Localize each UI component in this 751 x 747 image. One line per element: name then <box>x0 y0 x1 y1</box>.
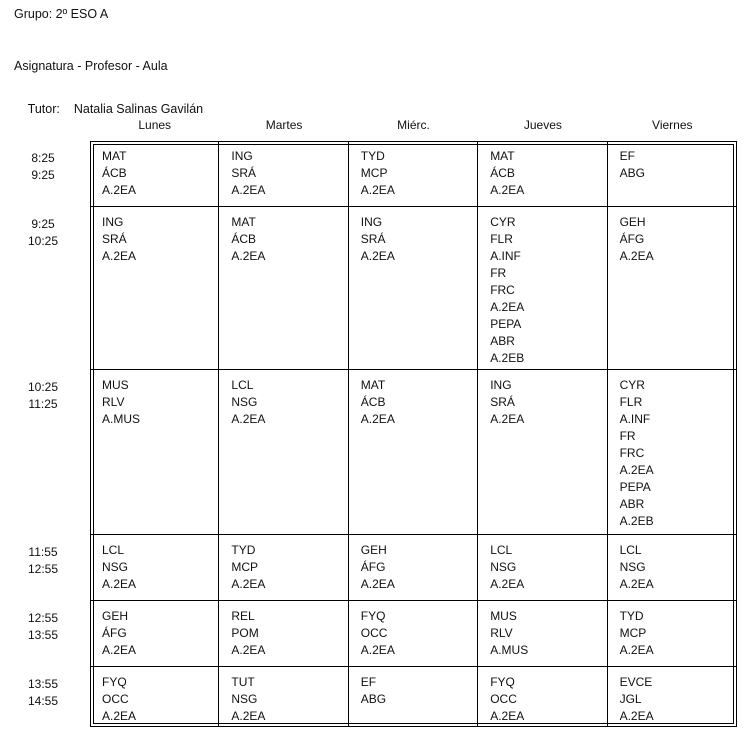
tutor-name: Natalia Salinas Gavilán <box>73 102 204 116</box>
cell-line: FYQ <box>102 675 127 689</box>
cell-line: LCL <box>619 543 642 557</box>
timetable-cell <box>478 370 607 535</box>
cell-line: A.2EA <box>231 709 266 723</box>
cell-line: MUS <box>102 378 129 392</box>
time-end: 11:25 <box>28 397 58 411</box>
cell-line: A.INF <box>490 249 521 263</box>
cell-line: ÁCB <box>490 166 515 180</box>
cell-line: NSG <box>231 692 258 706</box>
timetable-cell <box>349 207 478 370</box>
cell-line: MAT <box>490 149 515 163</box>
cell-line: MAT <box>102 149 127 163</box>
cell-line: MCP <box>619 626 647 640</box>
cell-line: CYR <box>619 378 645 392</box>
timetable-cell <box>90 141 219 207</box>
cell-line: A.2EA <box>490 577 525 591</box>
time-start: 9:25 <box>31 217 55 231</box>
cell-line: A.2EA <box>619 643 654 657</box>
cell-line: ABG <box>619 166 645 180</box>
timetable-cell <box>219 535 348 601</box>
timetable-cell <box>349 667 478 727</box>
time-start: 10:25 <box>27 380 59 394</box>
time-slot-label <box>14 667 70 727</box>
cell-format-legend: Asignatura - Profesor - Aula <box>14 59 168 73</box>
cell-line: NSG <box>102 560 129 574</box>
cell-line: TYD <box>360 149 385 163</box>
cell-line: ÁCB <box>231 232 257 246</box>
cell-line: GEH <box>102 609 129 623</box>
time-end: 10:25 <box>27 234 59 248</box>
timetable-cell <box>349 141 478 207</box>
cell-line: ING <box>360 215 383 229</box>
cell-line: A.2EA <box>360 183 395 197</box>
time-slot-label <box>14 141 70 207</box>
timetable-cell <box>608 370 737 535</box>
cell-line: GEH <box>619 215 646 229</box>
cell-line: MAT <box>360 378 386 392</box>
cell-line: ING <box>102 215 124 229</box>
cell-line: FRC <box>490 283 515 297</box>
timetable-cell <box>219 370 348 535</box>
cell-line: TYD <box>619 609 644 623</box>
cell-line: A.2EA <box>231 643 266 657</box>
cell-line: ÁCB <box>102 166 127 180</box>
grid-corner <box>14 115 90 141</box>
timetable-cell <box>478 667 607 727</box>
cell-line: A.2EA <box>360 249 395 263</box>
cell-line: A.2EA <box>490 412 525 426</box>
cell-line: MUS <box>490 609 517 623</box>
cell-line: RLV <box>490 626 513 640</box>
time-start: 13:55 <box>27 677 59 691</box>
timetable-cell <box>219 141 348 207</box>
cell-line: EVCE <box>619 675 653 689</box>
cell-line: A.2EA <box>102 709 137 723</box>
timetable-cell <box>349 370 478 535</box>
timetable-cell <box>90 207 219 370</box>
cell-line: LCL <box>231 378 254 392</box>
cell-line: ING <box>231 149 253 163</box>
cell-line: FLR <box>490 232 513 246</box>
timetable-cell <box>478 141 607 207</box>
cell-line: CYR <box>490 215 516 229</box>
cell-line: GEH <box>360 543 387 557</box>
day-header: Martes <box>265 118 303 132</box>
cell-line: A.2EA <box>619 463 654 477</box>
cell-line: A.MUS <box>490 643 529 657</box>
cell-line: SRÁ <box>490 395 515 409</box>
cell-line: ÁFG <box>360 560 386 574</box>
cell-line: NSG <box>619 560 646 574</box>
cell-line: LCL <box>490 543 513 557</box>
cell-line: ABG <box>360 692 387 706</box>
day-header: Viernes <box>652 118 693 132</box>
cell-line: MAT <box>231 215 256 229</box>
cell-line: A.2EA <box>102 643 137 657</box>
time-end: 12:55 <box>27 562 59 576</box>
timetable-cell <box>90 601 219 667</box>
time-slot-label <box>14 370 70 535</box>
timetable-cell <box>478 207 607 370</box>
cell-line: PEPA <box>619 480 651 494</box>
time-start: 8:25 <box>31 151 55 165</box>
cell-line: FLR <box>619 395 643 409</box>
cell-line: A.2EA <box>619 249 654 263</box>
timetable-cell <box>90 370 219 535</box>
time-end: 13:55 <box>27 628 59 642</box>
time-end: 14:55 <box>27 694 59 708</box>
cell-line: EF <box>619 149 635 163</box>
day-header: Miérc. <box>397 118 430 132</box>
cell-line: FR <box>490 266 507 280</box>
cell-line: ABR <box>490 334 515 348</box>
cell-line: A.2EA <box>102 249 137 263</box>
timetable-cell <box>608 141 737 207</box>
cell-line: FRC <box>619 446 645 460</box>
cell-line: A.2EA <box>231 577 266 591</box>
cell-line: NSG <box>231 395 258 409</box>
cell-line: TYD <box>231 543 256 557</box>
cell-line: A.MUS <box>102 412 141 426</box>
cell-line: A.2EA <box>102 183 137 197</box>
cell-line: OCC <box>490 692 517 706</box>
time-slot-label <box>14 601 70 667</box>
time-start: 12:55 <box>27 611 59 625</box>
time-slot-label <box>14 535 70 601</box>
day-header: Lunes <box>138 118 172 132</box>
cell-line: EF <box>360 675 377 689</box>
cell-line: FYQ <box>490 675 515 689</box>
time-start: 11:55 <box>28 545 58 559</box>
cell-line: A.2EA <box>231 183 266 197</box>
cell-line: A.2EA <box>490 709 525 723</box>
cell-line: A.2EA <box>360 643 395 657</box>
cell-line: ING <box>490 378 512 392</box>
cell-line: REL <box>231 609 255 623</box>
cell-line: POM <box>231 626 259 640</box>
timetable-cell <box>219 667 348 727</box>
day-header: Jueves <box>523 118 562 132</box>
cell-line: FYQ <box>360 609 386 623</box>
cell-line: OCC <box>360 626 388 640</box>
timetable-cell <box>90 535 219 601</box>
cell-line: ÁFG <box>102 626 127 640</box>
timetable-sheet <box>14 115 737 727</box>
cell-line: A.2EA <box>231 249 266 263</box>
cell-line: OCC <box>102 692 129 706</box>
cell-line: NSG <box>490 560 517 574</box>
cell-line: A.2EA <box>360 412 395 426</box>
cell-line: A.2EA <box>619 709 654 723</box>
group-title: Grupo: 2º ESO A <box>14 7 109 21</box>
cell-line: PEPA <box>490 317 522 331</box>
cell-line: MCP <box>231 560 259 574</box>
time-slot-label <box>14 207 70 370</box>
cell-line: A.2EA <box>102 577 137 591</box>
cell-line: ÁFG <box>619 232 645 246</box>
cell-line: SRÁ <box>231 166 257 180</box>
timetable-cell <box>478 535 607 601</box>
tutor-label: Tutor: <box>27 102 60 116</box>
cell-line: A.2EA <box>231 412 266 426</box>
timetable-cell <box>608 667 737 727</box>
cell-line: A.2EB <box>619 514 654 528</box>
cell-line: A.2EB <box>490 351 525 365</box>
cell-line: SRÁ <box>102 232 127 246</box>
timetable-grid <box>14 115 737 727</box>
timetable-cell <box>608 601 737 667</box>
cell-line: A.INF <box>619 412 651 426</box>
cell-line: MCP <box>360 166 388 180</box>
cell-line: A.2EA <box>619 577 654 591</box>
cell-line: LCL <box>102 543 125 557</box>
timetable-cell <box>349 601 478 667</box>
cell-line: ABR <box>619 497 645 511</box>
timetable-cell <box>478 601 607 667</box>
timetable-cell <box>219 601 348 667</box>
cell-line: A.2EA <box>490 300 525 314</box>
timetable-cell <box>349 535 478 601</box>
cell-line: A.2EA <box>490 183 525 197</box>
timetable-cell <box>219 207 348 370</box>
cell-line: FR <box>619 429 636 443</box>
cell-line: SRÁ <box>360 232 386 246</box>
cell-line: A.2EA <box>360 577 395 591</box>
timetable-cell <box>608 207 737 370</box>
cell-line: JGL <box>619 692 642 706</box>
cell-line: ÁCB <box>360 395 386 409</box>
time-end: 9:25 <box>31 168 55 182</box>
timetable-cell <box>90 667 219 727</box>
timetable-cell <box>608 535 737 601</box>
cell-line: RLV <box>102 395 125 409</box>
cell-line: TUT <box>231 675 255 689</box>
